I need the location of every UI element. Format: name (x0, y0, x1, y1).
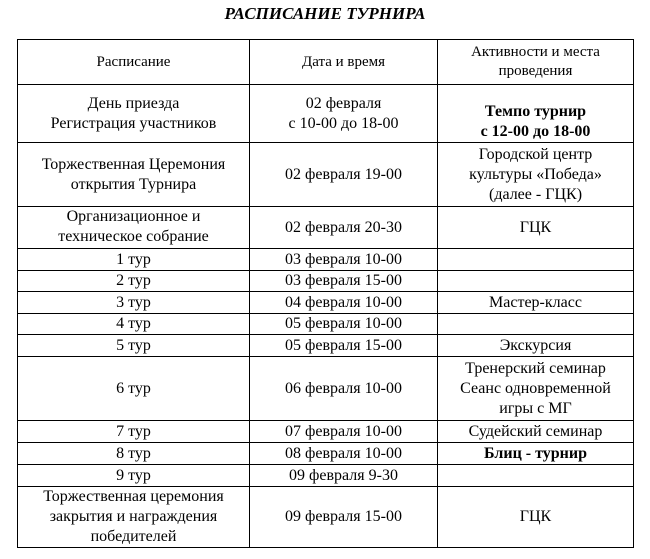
table-row (18, 314, 634, 335)
cell-datetime: 05 февраля 10-00 (250, 314, 438, 335)
cell-activity: Судейский семинар (438, 421, 634, 443)
cell-schedule: 6 тур (18, 357, 250, 421)
cell-activity (438, 314, 634, 335)
cell-schedule: 1 тур (18, 249, 250, 271)
cell-activity: Блиц - турнир (438, 443, 634, 465)
table-row (18, 335, 634, 357)
cell-activity (438, 465, 634, 487)
header-cell-schedule: Расписание (18, 40, 250, 85)
cell-datetime: 03 февраля 15-00 (250, 271, 438, 292)
cell-activity (438, 249, 634, 271)
cell-activity (438, 271, 634, 292)
table-row (18, 292, 634, 314)
cell-datetime: 07 февраля 10-00 (250, 421, 438, 443)
cell-activity: Темпо турнир с 12-00 до 18-00 (438, 85, 634, 143)
cell-datetime: 08 февраля 10-00 (250, 443, 438, 465)
cell-activity: ГЦК (438, 207, 634, 249)
table-row (18, 357, 634, 421)
table-row (18, 465, 634, 487)
cell-datetime: 02 февраля с 10-00 до 18-00 (250, 85, 438, 143)
cell-activity: ГЦК (438, 487, 634, 548)
cell-datetime: 09 февраля 9-30 (250, 465, 438, 487)
cell-schedule: 2 тур (18, 271, 250, 292)
cell-activity: Городской центр культуры «Победа» (далее - ГЦК) (438, 143, 634, 207)
table-header-row (18, 40, 634, 85)
cell-activity: Тренерский семинар Сеанс одновременной игры с МГ (438, 357, 634, 421)
cell-datetime: 03 февраля 10-00 (250, 249, 438, 271)
cell-datetime: 02 февраля 19-00 (250, 143, 438, 207)
cell-activity: Экскурсия (438, 335, 634, 357)
table-row (18, 271, 634, 292)
cell-datetime: 02 февраля 20-30 (250, 207, 438, 249)
cell-schedule: 3 тур (18, 292, 250, 314)
header-cell-datetime: Дата и время (250, 40, 438, 85)
cell-schedule: День приезда Регистрация участников (18, 85, 250, 143)
cell-datetime: 05 февраля 15-00 (250, 335, 438, 357)
table-row (18, 443, 634, 465)
table-row (18, 421, 634, 443)
header-cell-activity: Активности и места проведения (438, 40, 634, 85)
schedule-title: РАСПИСАНИЕ ТУРНИРА (224, 4, 426, 23)
table-row (18, 249, 634, 271)
cell-datetime: 06 февраля 10-00 (250, 357, 438, 421)
cell-schedule: 9 тур (18, 465, 250, 487)
cell-schedule: 8 тур (18, 443, 250, 465)
cell-datetime: 04 февраля 10-00 (250, 292, 438, 314)
cell-schedule: Организационное и техническое собрание (18, 207, 250, 249)
table-row (18, 85, 634, 143)
table-row (18, 487, 634, 548)
cell-activity: Мастер-класс (438, 292, 634, 314)
cell-schedule: 4 тур (18, 314, 250, 335)
schedule-table (17, 39, 634, 548)
cell-schedule: Торжественная церемония закрытия и награждения победителей (18, 487, 250, 548)
cell-datetime: 09 февраля 15-00 (250, 487, 438, 548)
cell-schedule: Торжественная Церемония открытия Турнира (18, 143, 250, 207)
cell-schedule: 5 тур (18, 335, 250, 357)
table-row (18, 207, 634, 249)
table-row (18, 143, 634, 207)
cell-schedule: 7 тур (18, 421, 250, 443)
